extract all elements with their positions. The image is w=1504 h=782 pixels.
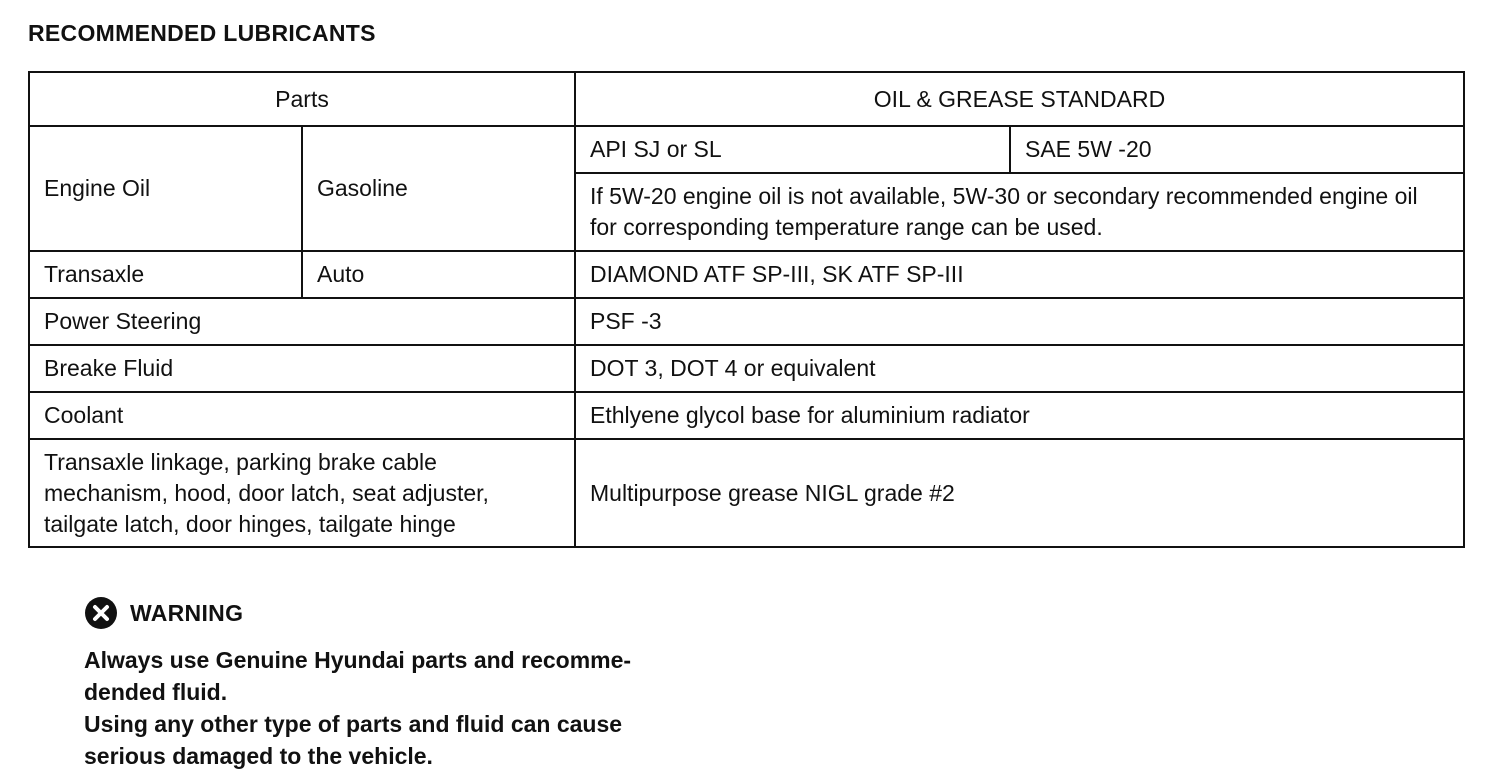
warning-text: [84, 644, 764, 772]
grease-part-line: Transaxle linkage, parking brake cable: [44, 448, 437, 475]
transaxle-type: Auto: [302, 251, 575, 298]
engine-oil-type: Gasoline: [302, 126, 575, 251]
engine-oil-sae: SAE 5W -20: [1010, 126, 1464, 173]
transaxle-part: Transaxle: [29, 251, 302, 298]
grease-part-line: mechanism, hood, door latch, seat adjuster,: [44, 479, 489, 506]
table-row: [29, 126, 1464, 173]
table-row: [29, 298, 1464, 345]
warning-line: Using any other type of parts and fluid can cause: [84, 711, 623, 737]
brake-fluid-part: Breake Fluid: [29, 345, 575, 392]
engine-oil-part: Engine Oil: [29, 126, 302, 251]
power-steering-standard: PSF -3: [575, 298, 1464, 345]
x-circle-icon: [84, 596, 118, 630]
grease-part: [29, 439, 575, 547]
brake-fluid-standard: DOT 3, DOT 4 or equivalent: [575, 345, 1464, 392]
warning-title: WARNING: [130, 599, 244, 626]
table-header-row: [29, 72, 1464, 126]
warning-line: Always use Genuine Hyundai parts and recomme-: [84, 647, 632, 673]
lubricants-table: [28, 71, 1465, 548]
coolant-standard: Ethlyene glycol base for aluminium radiator: [575, 392, 1464, 439]
header-oil-grease-standard: OIL & GREASE STANDARD: [575, 72, 1464, 126]
warning-line: dended fluid.: [84, 679, 228, 705]
warning-box: [84, 596, 764, 772]
grease-part-line: tailgate latch, door hinges, tailgate hinge: [44, 510, 456, 537]
transaxle-standard: DIAMOND ATF SP-III, SK ATF SP-III: [575, 251, 1464, 298]
page-title: RECOMMENDED LUBRICANTS: [28, 20, 376, 46]
table-row: [29, 392, 1464, 439]
engine-oil-api: API SJ or SL: [575, 126, 1010, 173]
table-row: [29, 345, 1464, 392]
engine-oil-note: If 5W-20 engine oil is not available, 5W-30 or secondary recommended engine oil for corresponding temperature range can be used.: [575, 173, 1464, 251]
table-row: [29, 439, 1464, 547]
warning-line: serious damaged to the vehicle.: [84, 743, 433, 769]
grease-standard: Multipurpose grease NIGL grade #2: [575, 439, 1464, 547]
table-row: [29, 251, 1464, 298]
power-steering-part: Power Steering: [29, 298, 575, 345]
warning-header: [84, 596, 764, 630]
header-parts: Parts: [29, 72, 575, 126]
coolant-part: Coolant: [29, 392, 575, 439]
